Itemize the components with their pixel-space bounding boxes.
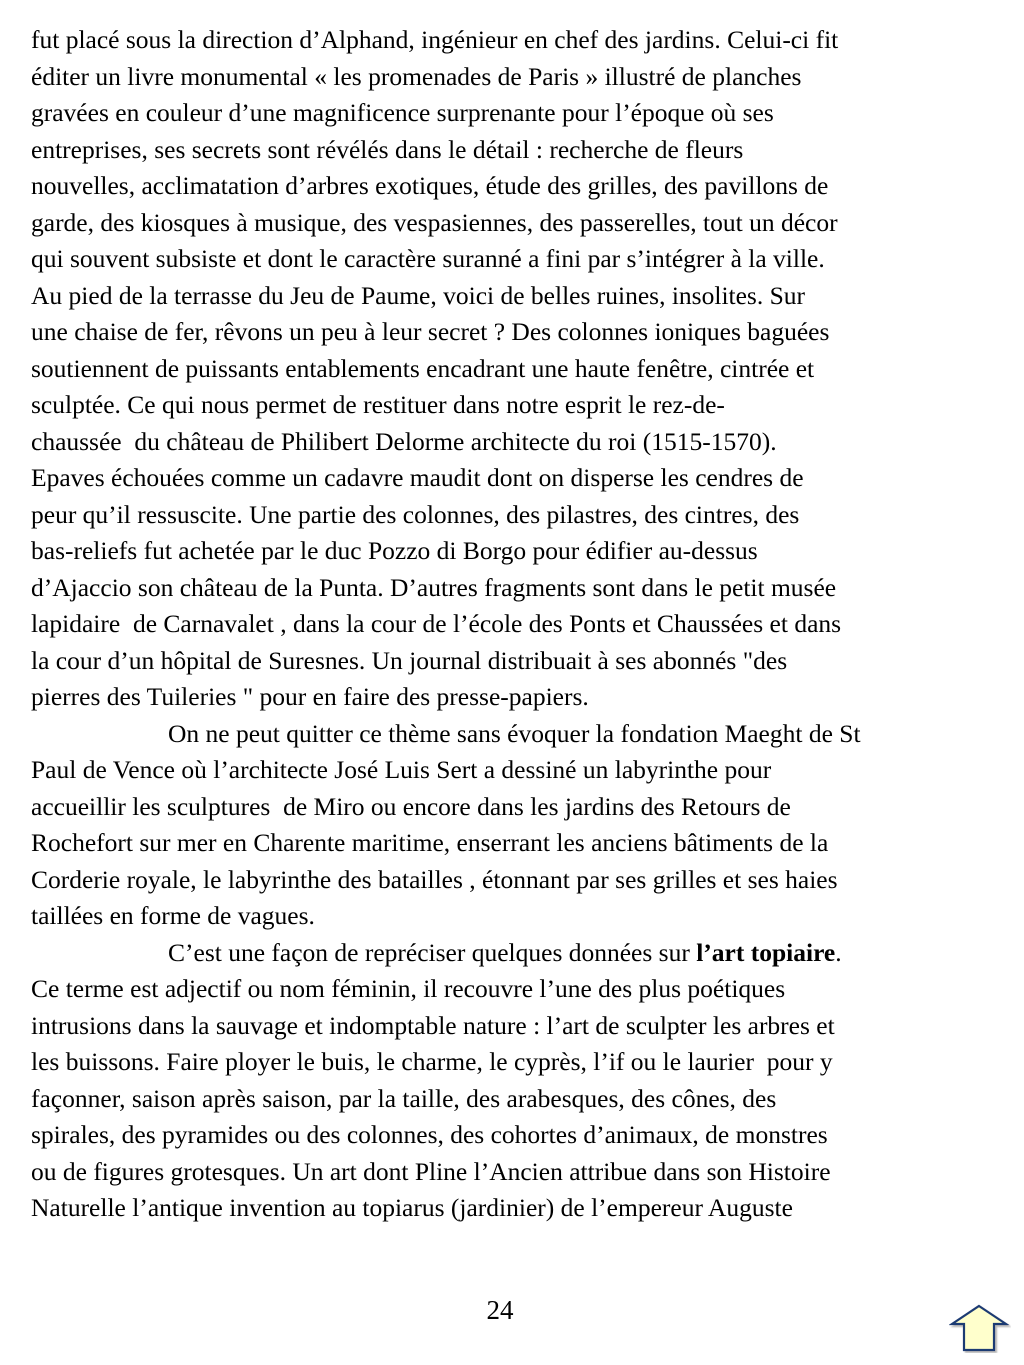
text-line: les buissons. Faire ployer le buis, le charme, le cyprès, l’if ou le laurier pour y <box>31 1047 833 1076</box>
text-line: chaussée du château de Philibert Delorme architecte du roi (1515-1570). <box>31 426 777 456</box>
text-line: Epaves échouées comme un cadavre maudit dont on disperse les cendres de <box>31 463 804 492</box>
text-line: éditer un livre monumental « les promenades de Paris » illustré de planches <box>31 61 802 91</box>
text-line: entreprises, ses secrets sont révélés dans le détail : recherche de fleurs <box>31 134 744 164</box>
document-body <box>31 22 1006 1227</box>
text-line: garde, des kiosques à musique, des vespasiennes, des passerelles, tout un décor <box>31 207 838 237</box>
text-line: taillées en forme de vagues. <box>31 901 315 930</box>
text-line: intrusions dans la sauvage et indomptable nature : l’art de sculpter les arbres et <box>31 1010 835 1040</box>
text-line: pierres des Tuileries " pour en faire des presse-papiers. <box>31 682 589 711</box>
bold-term-art-topiaire: l’art topiaire <box>696 937 836 967</box>
text-line: une chaise de fer, rêvons un peu à leur secret ? Des colonnes ioniques baguées <box>31 317 830 346</box>
text-line: la cour d’un hôpital de Suresnes. Un journal distribuait à ses abonnés "des <box>31 645 788 675</box>
page-number: 24 <box>486 1295 514 1325</box>
text-line: nouvelles, acclimatation d’arbres exotiques, étude des grilles, des pavillons de <box>31 171 829 200</box>
text-line: qui souvent subsiste et dont le caractère suranné a fini par s’intégrer à la ville. <box>31 244 825 273</box>
text-line: d’Ajaccio son château de la Punta. D’autres fragments sont dans le petit musée <box>31 572 837 602</box>
text-line: fut placé sous la direction d’Alphand, ingénieur en chef des jardins. Celui-ci fit <box>31 25 839 54</box>
text-line: Corderie royale, le labyrinthe des batailles , étonnant par ses grilles et ses haies <box>31 864 838 894</box>
text-line: peur qu’il ressuscite. Une partie des colonnes, des pilastres, des cintres, des <box>31 499 800 529</box>
text-line: Au pied de la terrasse du Jeu de Paume, voici de belles ruines, insolites. Sur <box>31 280 806 310</box>
topiary-intro-text: C’est une façon de repréciser quelques données sur <box>168 937 697 967</box>
text-line: Rochefort sur mer en Charente maritime, enserrant les anciens bâtiments de la <box>31 828 829 857</box>
text-line: gravées en couleur d’une magnificence surprenante pour l’époque où ses <box>31 98 774 127</box>
text-line: ou de figures grotesques. Un art dont Pline l’Ancien attribue dans son Histoire <box>31 1156 831 1186</box>
topiary-intro-end: . <box>835 937 842 967</box>
text-line: Naturelle l’antique invention au topiarus (jardinier) de l’empereur Auguste <box>31 1193 793 1222</box>
paragraph-start-line: On ne peut quitter ce thème sans évoquer la fondation Maeght de St <box>168 718 861 748</box>
paragraph-start-line <box>31 935 1006 972</box>
text-line: Paul de Vence où l’architecte José Luis Sert a dessiné un labyrinthe pour <box>31 755 772 784</box>
text-line: Ce terme est adjectif ou nom féminin, il recouvre l’une des plus poétiques <box>31 974 786 1003</box>
text-line: soutiennent de puissants entablements encadrant une haute fenêtre, cintrée et <box>31 353 815 383</box>
text-line: bas-reliefs fut achetée par le duc Pozzo di Borgo pour édifier au-dessus <box>31 536 758 565</box>
back-to-top-button[interactable] <box>949 1303 1011 1353</box>
text-line: spirales, des pyramides ou des colonnes, des cohortes d’animaux, de monstres <box>31 1120 828 1149</box>
text-line: façonner, saison après saison, par la taille, des arabesques, des cônes, des <box>31 1083 777 1113</box>
up-arrow-icon <box>949 1303 1011 1353</box>
text-line: accueillir les sculptures de Miro ou encore dans les jardins des Retours de <box>31 791 791 821</box>
text-line: sculptée. Ce qui nous permet de restituer dans notre esprit le rez-de- <box>31 390 725 419</box>
text-line: lapidaire de Carnavalet , dans la cour de l’école des Ponts et Chaussées et dans <box>31 609 842 638</box>
